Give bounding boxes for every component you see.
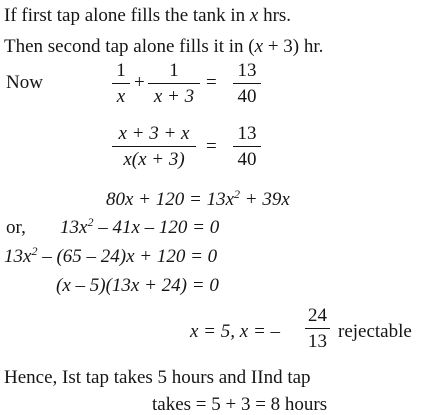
- plus-sign: +: [134, 72, 145, 93]
- fraction-24-over-13: 24 13: [305, 306, 330, 351]
- equals-sign-2: =: [206, 136, 217, 157]
- fraction-combined: x + 3 + x x(x + 3): [112, 124, 196, 169]
- now-label: Now: [6, 72, 43, 93]
- solution-values: x = 5, x = –: [190, 321, 281, 342]
- fraction-one-over-x: 1 x: [112, 61, 130, 106]
- fraction-13-over-40-2: 13 40: [233, 124, 261, 169]
- step-factored: (x – 5)(13x + 24) = 0: [56, 275, 219, 296]
- fraction-13-over-40: 13 40: [233, 61, 261, 106]
- conclusion-line-2: takes = 5 + 3 = 8 hours: [152, 394, 328, 415]
- step-quadratic: $13x^2 - 41x - 120 = 0$: [60, 215, 220, 238]
- equals-sign: =: [206, 72, 217, 93]
- step-split-middle: $13x^2 - (65 - 24)x + 120 = 0$: [4, 244, 218, 267]
- intro-line-2: Then second tap alone fills it in (x + 3) hr.: [4, 36, 324, 57]
- intro-line-1: If first tap alone fills the tank in x hrs.: [4, 5, 292, 26]
- rejectable-note: rejectable: [338, 321, 412, 342]
- fraction-one-over-x-plus-3: 1 x + 3: [148, 61, 200, 106]
- conclusion-line-1: Hence, Ist tap takes 5 hours and IInd tap: [4, 367, 311, 388]
- or-label: or,: [6, 217, 26, 238]
- step-expand: $80x + 120 = 13x^2 + 39x$: [106, 187, 290, 210]
